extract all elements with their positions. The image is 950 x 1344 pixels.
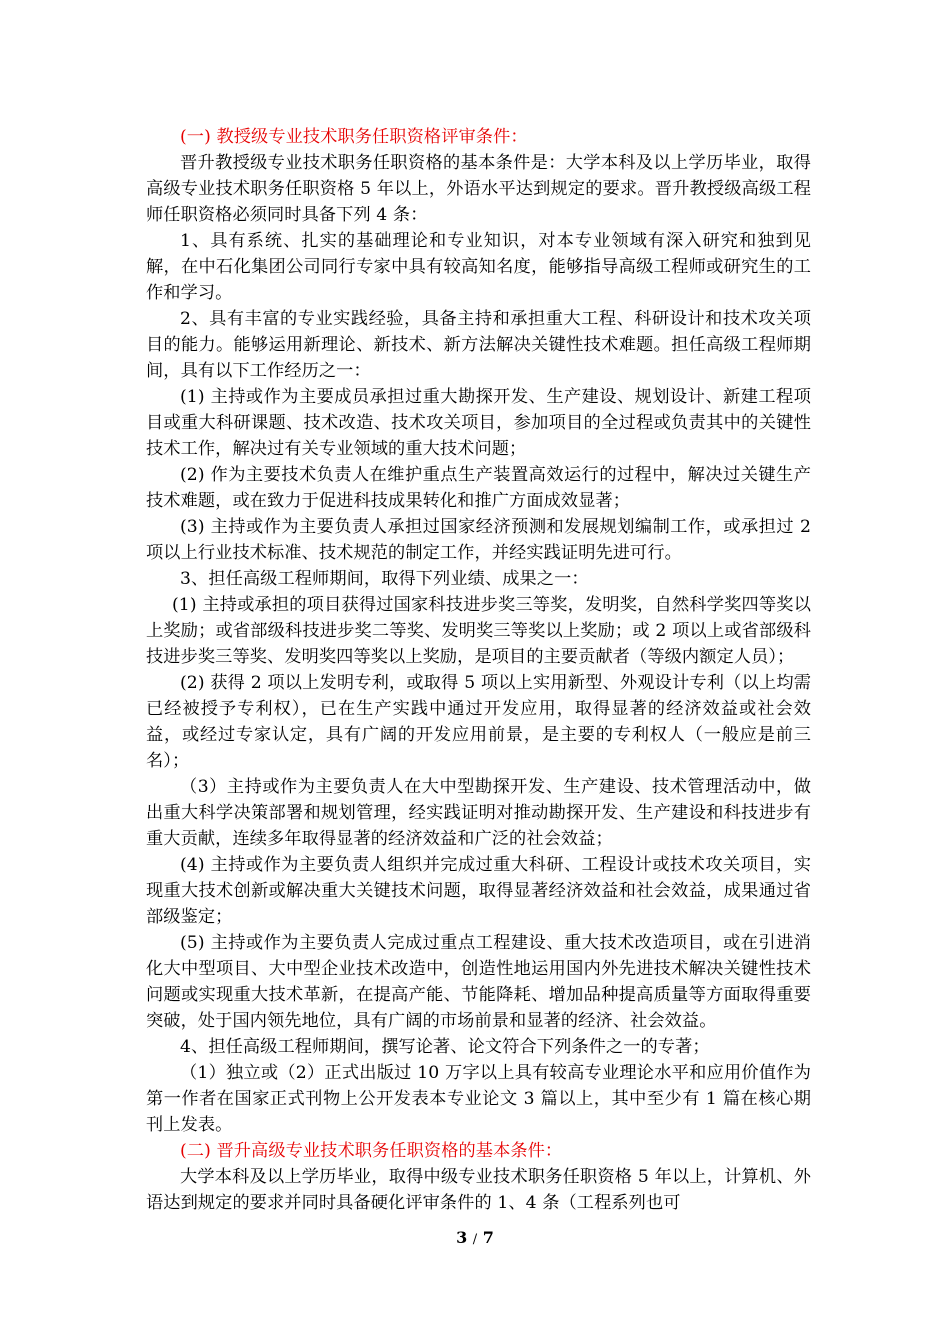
section-heading-professor: (一) 教授级专业技术职务任职资格评审条件： xyxy=(180,127,528,147)
paragraph-item-2-1: (1) 主持或作为主要成员承担过重大勘探开发、生产建设、规划设计、新建工程项目或重大科研课题、技术改造、技术攻关项目，参加项目的全过程或负责其中的关键性技术工作，解决过有关专业领域的重大技术问题； xyxy=(146,387,811,459)
document-body xyxy=(146,124,811,1216)
page-number xyxy=(0,1228,950,1247)
paragraph-item-3: 3、担任高级工程师期间，取得下列业绩、成果之一： xyxy=(180,569,589,589)
paragraph-item-4: 4、担任高级工程师期间，撰写论著、论文符合下列条件之一的专著； xyxy=(180,1037,710,1057)
paragraph-item-2-2: (2) 作为主要技术负责人在维护重点生产装置高效运行的过程中，解决过关键生产技术难题，或在致力于促进科技成果转化和推广方面成效显著； xyxy=(146,465,811,511)
paragraph-item-2-3: (3) 主持或作为主要负责人承担过国家经济预测和发展规划编制工作，或承担过 2 项以上行业技术标准、技术规范的制定工作，并经实践证明先进可行。 xyxy=(146,517,811,563)
total-page-number: 7 xyxy=(482,1228,494,1247)
section-heading-senior: (二) 晋升高级专业技术职务任职资格的基本条件： xyxy=(180,1141,563,1161)
paragraph-item-3-4: (4) 主持或作为主要负责人组织并完成过重大科研、工程设计或技术攻关项目，实现重大技术创新或解决重大关键技术问题，取得显著经济效益和社会效益，成果通过省部级鉴定； xyxy=(146,855,811,927)
current-page-number: 3 xyxy=(456,1228,468,1247)
paragraph-item-3-5: (5) 主持或作为主要负责人完成过重点工程建设、重大技术改造项目，或在引进消化大中型项目、大中型企业技术改造中，创造性地运用国内外先进技术解决关键性技术问题或实现重大技术革新，在提高产能、节能降耗、增加品种提高质量等方面取得重要突破，处于国内领先地位，具有广阔的市场前景和显著的经济、社会效益。 xyxy=(146,933,811,1031)
paragraph-item-3-3: （3）主持或作为主要负责人在大中型勘探开发、生产建设、技术管理活动中，做出重大科学决策部署和规划管理，经实践证明对推动勘探开发、生产建设和科技进步有重大贡献，连续多年取得显著的经济效益和广泛的社会效益； xyxy=(146,777,811,849)
paragraph-item-4-1: （1）独立或（2）正式出版过 10 万字以上具有较高专业理论水平和应用价值作为第一作者在国家正式刊物上公开发表本专业论文 3 篇以上，其中至少有 1 篇在核心期刊上发表。 xyxy=(146,1063,811,1135)
paragraph-item-1: 1、具有系统、扎实的基础理论和专业知识，对本专业领域有深入研究和独到见解，在中石化集团公司同行专家中具有较高知名度，能够指导高级工程师或研究生的工作和学习。 xyxy=(146,231,811,303)
paragraph-item-3-1: (1) 主持或承担的项目获得过国家科技进步奖三等奖，发明奖，自然科学奖四等奖以上奖励；或省部级科技进步奖二等奖、发明奖三等奖以上奖励；或 2 项以上或省部级科技进步奖三等奖、发明奖四等奖以上奖励，是项目的主要贡献者（等级内额定人员）； xyxy=(146,595,811,667)
page-separator: / xyxy=(472,1232,478,1247)
paragraph-senior-conditions: 大学本科及以上学历毕业，取得中级专业技术职务任职资格 5 年以上，计算机、外语达到规定的要求并同时具备硬化评审条件的 1、4 条（工程系列也可 xyxy=(146,1167,811,1213)
paragraph-item-3-2: (2) 获得 2 项以上发明专利，或取得 5 项以上实用新型、外观设计专利（以上均需已经被授予专利权），已在生产实践中通过开发应用，取得显著的经济效益或社会效益，或经过专家认定，具有广阔的开发应用前景，是主要的专利权人（一般应是前三名）； xyxy=(146,673,811,771)
paragraph-item-2: 2、具有丰富的专业实践经验，具备主持和承担重大工程、科研设计和技术攻关项目的能力。能够运用新理论、新技术、新方法解决关键性技术难题。担任高级工程师期间，具有以下工作经历之一： xyxy=(146,309,811,381)
paragraph-basic-conditions: 晋升教授级专业技术职务任职资格的基本条件是：大学本科及以上学历毕业，取得高级专业技术职务任职资格 5 年以上，外语水平达到规定的要求。晋升教授级高级工程师任职资格必须同时具备下列 4 条： xyxy=(146,153,811,225)
